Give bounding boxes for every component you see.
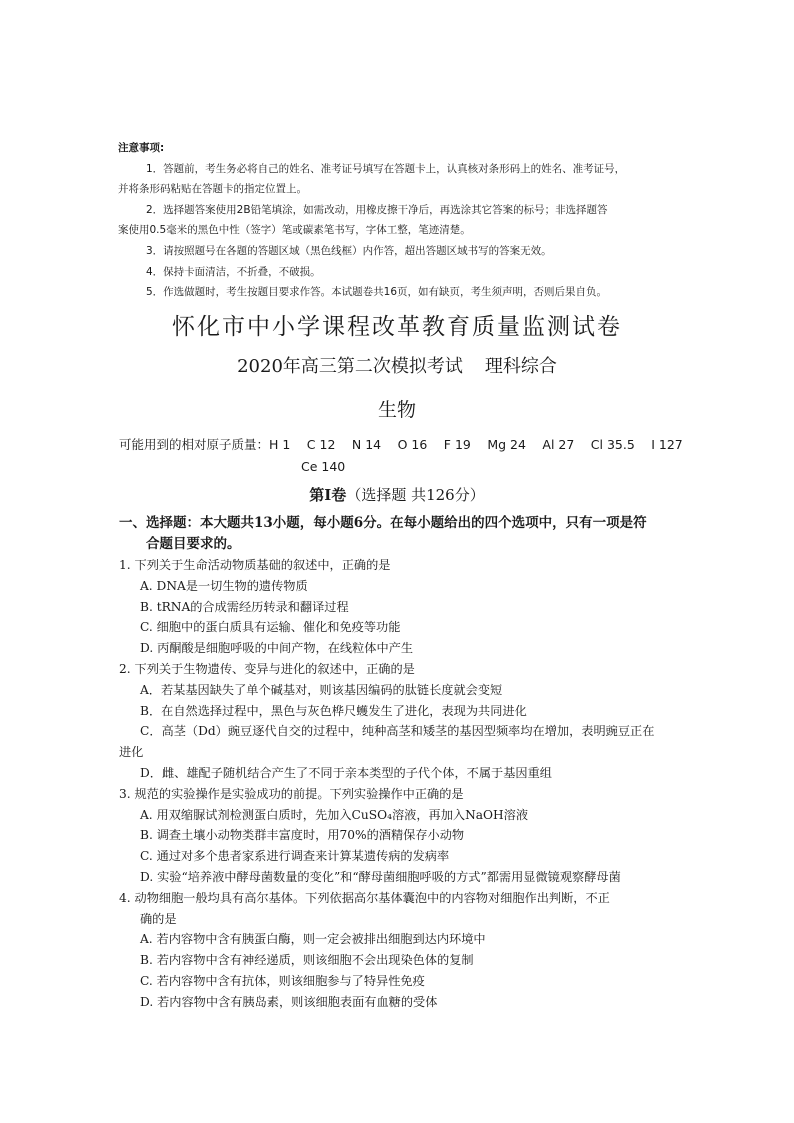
question-4 bbox=[119, 888, 679, 1013]
section-heading-rest: （选择题 共126分） bbox=[346, 486, 485, 504]
option-d: D. 实验“培养液中酵母菌数量的变化”和“酵母菌细胞呼吸的方式”都需用显微镜观察酵母菌 bbox=[140, 869, 621, 884]
notice-item: 1．答题前，考生务必将自己的姓名、准考证号填写在答题卡上，认真核对条形码上的姓名、准考证号， bbox=[146, 162, 626, 175]
notice-item-continuation: 并将条形码粘贴在答题卡的指定位置上。 bbox=[118, 183, 307, 196]
notice-item: 2．选择题答案使用2B铅笔填涂，如需改动，用橡皮擦干净后，再选涂其它答案的标号；非选择题答 bbox=[146, 203, 608, 216]
notice-block bbox=[118, 138, 678, 303]
question-stem: 3. 规范的实验操作是实验成功的前提。下列实验操作中正确的是 bbox=[119, 786, 464, 801]
notice-item: 5．作选做题时，考生按题目要求作答。本试题卷共16页，如有缺页，考生须声明，否则后果自负。 bbox=[146, 286, 608, 299]
atomic-masses-line: 可能用到的相对原子质量：H 1 C 12 N 14 O 16 F 19 Mg 24 Al 27 Cl 35.5 I 127 bbox=[119, 437, 683, 452]
instruction-line: 一、选择题：本大题共13小题，每小题6分。在每小题给出的四个选项中，只有一项是符 bbox=[119, 515, 647, 531]
option-d: D．雌、雄配子随机结合产生了不同于亲本类型的子代个体，不属于基因重组 bbox=[140, 765, 552, 780]
question-stem: 4. 动物细胞一般均具有高尔基体。下列依据高尔基体囊泡中的内容物对细胞作出判断，不正 bbox=[119, 890, 610, 905]
question-2 bbox=[119, 659, 679, 784]
question-stem-continuation: 确的是 bbox=[140, 911, 177, 926]
option-b: B. 调查土壤小动物类群丰富度时，用70%的酒精保存小动物 bbox=[140, 828, 465, 843]
instruction-line: 合题目要求的。 bbox=[146, 536, 241, 552]
option-b: B. tRNA的合成需经历转录和翻译过程 bbox=[140, 599, 349, 614]
question-3 bbox=[119, 784, 679, 888]
option-c: C. 细胞中的蛋白质具有运输、催化和免疫等功能 bbox=[140, 620, 401, 635]
notice-item: 3．请按照题号在各题的答题区域（黑色线框）内作答，超出答题区域书写的答案无效。 bbox=[146, 244, 552, 257]
exam-subtitle bbox=[0, 352, 794, 378]
option-a: A．若某基因缺失了单个碱基对，则该基因编码的肽链长度就会变短 bbox=[140, 682, 503, 697]
question-stem: 2. 下列关于生物遗传、变异与进化的叙述中，正确的是 bbox=[119, 661, 415, 676]
option-d: D. 若内容物中含有胰岛素，则该细胞表面有血糖的受体 bbox=[140, 994, 438, 1009]
question-1 bbox=[119, 555, 679, 659]
instruction bbox=[119, 513, 679, 555]
exam-main-title: 怀化市中小学课程改革教育质量监测试卷 bbox=[172, 314, 622, 340]
exam-subtitle-right: 理科综合 bbox=[484, 356, 557, 377]
option-a: A. DNA是一切生物的遗传物质 bbox=[140, 578, 308, 593]
subject-title: 生物 bbox=[377, 399, 416, 421]
option-a: A. 用双缩脲试剂检测蛋白质时，先加入CuSO₄溶液，再加入NaOH溶液 bbox=[140, 807, 529, 822]
question-stem: 1. 下列关于生命活动物质基础的叙述中，正确的是 bbox=[119, 558, 391, 572]
notice-item: 4．保持卡面清洁，不折叠，不破损。 bbox=[146, 265, 321, 278]
question-body bbox=[119, 513, 679, 1013]
notice-heading: 注意事项: bbox=[118, 142, 165, 154]
notice-item-continuation: 案使用0.5毫米的黑色中性（签字）笔或碳素笔书写，字体工整，笔迹清楚。 bbox=[118, 224, 471, 237]
option-d: D. 丙酮酸是细胞呼吸的中间产物，在线粒体中产生 bbox=[140, 641, 414, 656]
option-c: C. 若内容物中含有抗体，则该细胞参与了特异性免疫 bbox=[140, 973, 425, 988]
option-a: A. 若内容物中含有胰蛋白酶，则一定会被排出细胞到达内环境中 bbox=[140, 932, 486, 947]
exam-subtitle-left: 2020年高三第二次模拟考试 bbox=[237, 356, 463, 377]
section-heading bbox=[0, 484, 794, 505]
option-c: C．高茎（Dd）豌豆逐代自交的过程中，纯种高茎和矮茎的基因型频率均在增加，表明豌豆正在 bbox=[140, 724, 655, 739]
option-b: B. 若内容物中含有神经递质，则该细胞不会出现染色体的复制 bbox=[140, 953, 474, 968]
option-c: C. 通过对多个患者家系进行调查来计算某遗传病的发病率 bbox=[140, 849, 450, 864]
atomic-masses-line: Ce 140 bbox=[301, 459, 346, 474]
option-b: B．在自然选择过程中，黑色与灰色桦尺蠖发生了进化，表现为共同进化 bbox=[140, 703, 527, 718]
option-c-continuation: 进化 bbox=[119, 745, 144, 760]
atomic-masses bbox=[119, 434, 689, 478]
section-heading-bold: 第Ⅰ卷 bbox=[309, 486, 347, 504]
